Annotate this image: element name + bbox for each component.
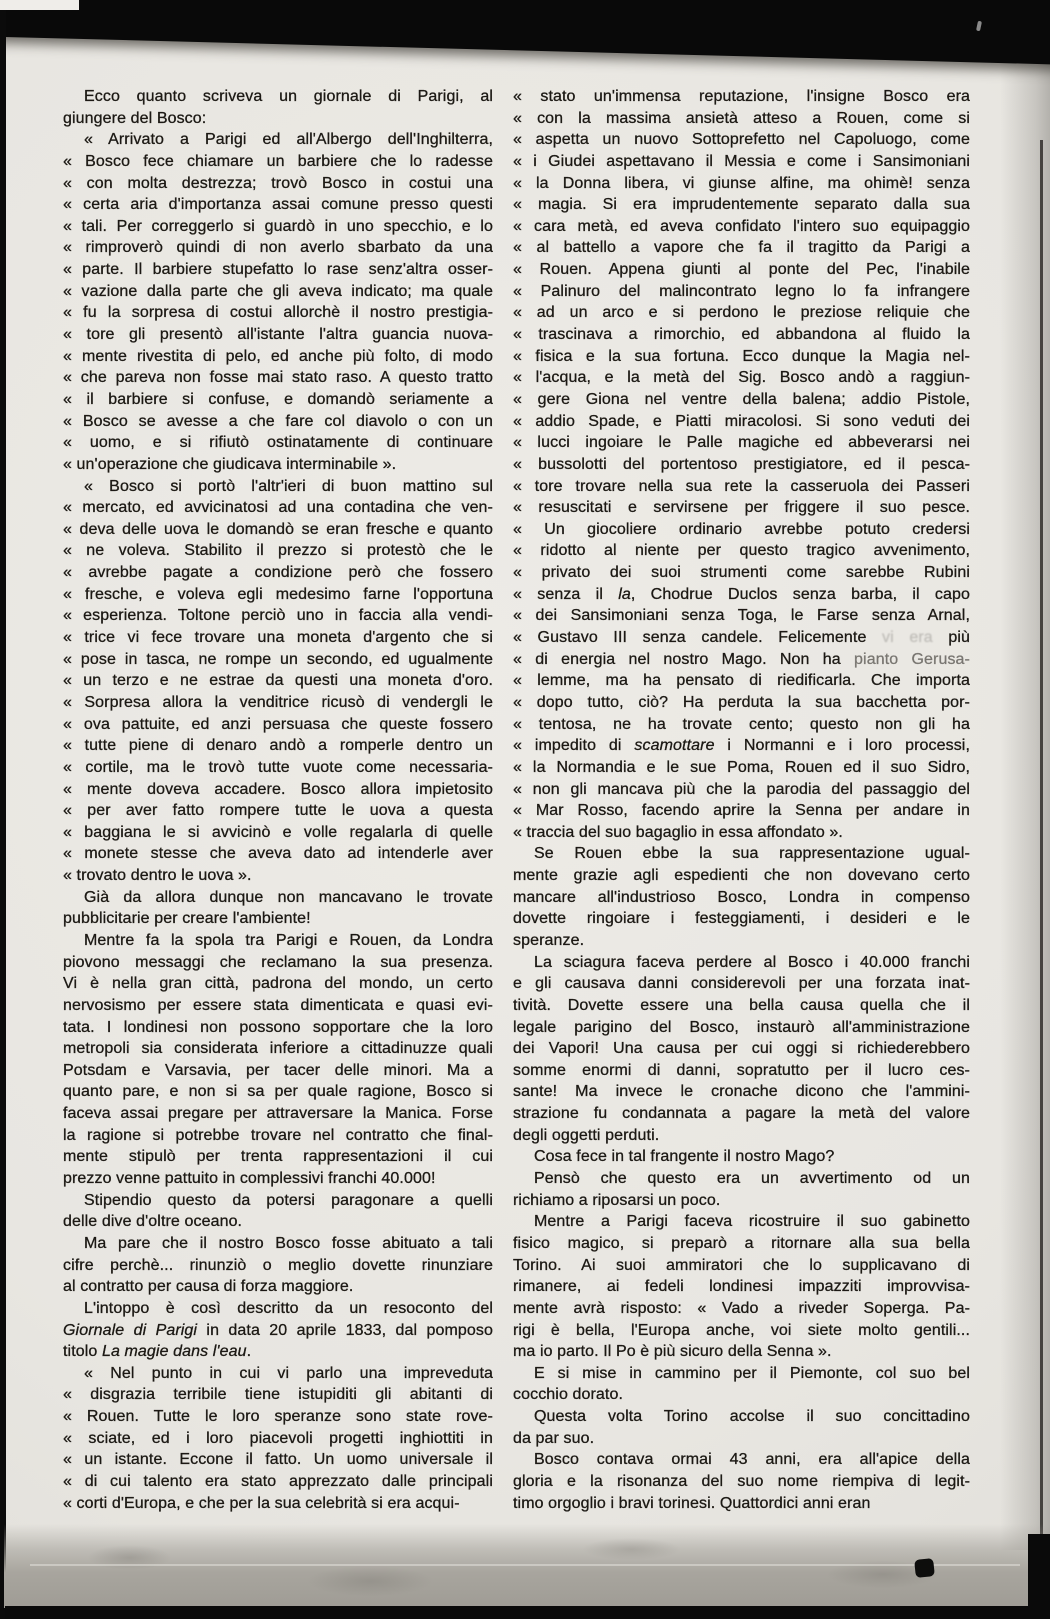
text-line: « avrebbe pagate a condizione però che fossero [63,564,493,582]
text-line: « che pareva non fosse mai stato raso. A questo tratto [63,369,493,387]
text-line: la ragione si potrebbe trovare nel contratto che final- [63,1126,493,1144]
text-line: « tali. Per correggerlo si guardò in uno specchio, e lo [63,217,493,235]
text-line: tività. Dovette essere una bella causa quella che il [513,996,970,1014]
scan-left-page-edge-line [0,10,6,1619]
text-line: « deva delle uova le domandò se eran fresche e quanto [63,520,493,538]
text-line: « dopo tutto, ciò? Ha perduta la sua bacchetta por- [513,693,970,711]
text-line: « Bosco fece chiamare un barbiere che lo radesse [63,152,493,170]
text-line: « Mar Rosso, facendo aprire la Senna per andare in [513,802,970,820]
text-line: « un terzo e ne estrae da questi una moneta d'oro. [63,672,493,690]
text-line: « tentosa, ne ha trovate cento; questo non gli ha [513,715,970,733]
text-line: piovono messaggi che reclamano la sua presenza. [63,953,493,971]
text-line: mente avrà risposto: « Vado a riveder Soperga. Pa- [513,1299,970,1317]
text-line: « vazione dalla parte che gli aveva indicato; ma quale [63,282,493,300]
text-line: « al battello a vapore che fa il tragitto da Parigi a [513,239,970,257]
text-line: Torino. Ai suoi ammiratori che lo supplicavano di [513,1256,970,1274]
text-line: « pose in tasca, ne rompe un secondo, ed ugualmente [63,650,493,668]
text-line: « tutte piene di denaro andò a romperle dentro un [63,737,493,755]
text-line: « Gustavo III senza candele. Felicemente vi era più [513,629,970,647]
text-line: cocchio dorato. [513,1386,624,1404]
text-line: « mercato, ed avvicinatosi ad una contadina che ven- [63,499,493,517]
text-line: « un istante. Eccone il fatto. Un uomo universale il [63,1451,493,1469]
text-line: « ova pattuite, ed anzi persuasa che queste fossero [63,715,493,733]
text-line: « la Donna libera, vi giunse alfine, ma ohimè! senza [513,174,970,192]
text-line: e gli causava danni considerevoli per una forzata inat- [513,975,970,993]
text-line: « un'operazione che giudicava interminabile ». [63,455,397,473]
text-line: « i Giudei aspettavano il Messia e come i Sansimoniani [513,152,970,170]
text-line: Già da allora dunque non mancavano le trovate [84,888,493,906]
text-line: speranze. [513,931,585,949]
text-line: « trascinava a rimorchio, ed abbandona al fluido la [513,326,970,344]
text-line: « l'acqua, e la metà del Sig. Bosco andò a raggiun- [513,369,970,387]
text-line: sante! Ma invece le cronache dicono che l'ammini- [513,1083,970,1101]
text-line: « stato un'immensa reputazione, l'insigne Bosco era [513,88,970,105]
text-line: dovette ringoiare i festeggiamenti, i desideri e le [513,910,970,928]
text-line: ma io parto. Il Po è più sicuro della Senna ». [513,1343,832,1361]
text-line: mancare all'industrioso Bosco, Londra in compenso [513,888,970,906]
text-line: « parte. Il barbiere stupefatto lo rase senz'altra osser- [63,261,493,279]
text-line: « monete stesse che aveva dato ad intenderle aver [63,845,493,863]
text-line: « traccia del suo bagaglio in essa affondato ». [513,823,843,841]
text-line: dei Vapori! Una causa per cui oggi si richiederebbero [513,1040,970,1058]
text-line: nervosismo per essere stata dimenticata e quasi evi- [63,996,493,1014]
text-line: « esperienza. Toltone perciò uno in faccia alla vendi- [63,607,493,625]
text-line: E si mise in cammino per il Piemonte, col suo bel [534,1364,970,1382]
text-line: « rimproverò quindi di non averlo sbarbato da una [63,239,493,257]
text-line: mente stipulò per trenta rappresentazioni il cui [63,1148,493,1166]
text-line: « Un giocoliere ordinario avrebbe potuto credersi [513,520,970,538]
text-line: timo orgoglio i bravi torinesi. Quattordici anni eran [513,1494,871,1512]
text-line: « trice vi fece trovare una moneta d'argento che si [63,629,493,647]
text-line: « addio Spade, e Piatti miracolosi. Si sono veduti dei [513,412,970,430]
scan-right-page-edge-line [1040,140,1043,1540]
text-line: « baggiana le si avvicinò e volle regalarla di quelle [63,823,493,841]
text-line: L'intoppo è così descritto da un resoconto del [84,1299,493,1317]
text-line: « senza il la, Chodrue Duclos senza barba, il capo [513,585,970,603]
text-line: « Palinuro del malincontrato legno lo fa infrangere [513,282,970,300]
text-line: « mente doveva accadere. Bosco allora impietosito [63,780,493,798]
text-line: « disgrazia terribile tiene istupiditi gli abitanti di [63,1386,493,1404]
text-line: Se Rouen ebbe la sua rappresentazione ugual- [534,845,970,863]
text-line: mente grazie agli espedienti che non dovevano certo [513,867,970,885]
text-line: « Bosco se avesse a che fare col diavolo o con un [63,412,493,430]
text-line: « non gli mancava più che la parodia del passaggio del [513,780,970,798]
text-line: « con molta destrezza; trovò Bosco in costui una [63,174,493,192]
text-line: « trovato dentro le uova ». [63,867,252,885]
text-line: metropoli sia considerata inferiore a cittadinuzze quali [63,1040,493,1058]
text-line: « corti d'Europa, e che per la sua celebrità si era acqui- [63,1494,460,1512]
text-line: strazione fu condannata a pagare la metà del valore [513,1105,970,1123]
text-line: « ne voleva. Stabilito il prezzo si protestò che le [63,542,493,560]
text-column-right [513,86,970,1514]
text-line: rimanere, ai fedeli londinesi impazziti improvvisa- [513,1278,970,1296]
text-line: rigi è bella, l'Europa anche, voi siete molto gentili... [513,1321,970,1339]
text-line: « uomo, e si rifiutò ostinatamente di continuare [63,434,493,452]
page-number-blob [914,1558,935,1578]
text-line: « certa aria d'importanza assai comune presso questi [63,196,493,214]
text-line: « fu la sorpresa di costui allorchè il nostro prestigia- [63,304,493,322]
text-line: « lucci ingoiare le Palle magiche ed abbeverarsi nei [513,434,970,452]
text-line: Vi è nella gran città, padrona del mondo, un certo [63,975,493,993]
text-line: Bosco contava ormai 43 anni, era all'apice della [534,1451,970,1469]
text-line: « di energia nel nostro Mago. Non ha pianto Gerusa- [513,650,970,668]
text-line: « la Normandia e le sue Poma, Rouen ed il suo Sidro, [513,758,970,776]
text-line: Mentre a Parigi faceva ricostruire il suo gabinetto [534,1213,970,1231]
text-line: pubblicitarie per creare l'ambiente! [63,910,311,928]
text-line: richiamo a riposarsi un poco. [513,1191,721,1209]
text-line: « Nel punto in cui vi parlo una impreveduta [84,1364,493,1382]
text-line: « cara metà, ed aveva confidato l'intero suo equipaggio [513,217,970,235]
text-line: Cosa fece in tal frangente il nostro Mago? [534,1148,835,1166]
text-line: degli oggetti perduti. [513,1126,660,1144]
text-line: Ma pare che il nostro Bosco fosse abituato a tali [84,1234,493,1252]
text-line: faceva assai pregare per attraversare la Manica. Forse [63,1105,493,1123]
text-line: tata. I londinesi non possono sopportare che la loro [63,1018,493,1036]
text-line: « lemme, ma ha pensato di riedificarla. Che importa [513,672,970,690]
text-line: « resuscitati e servirsene per friggere il suo pesce. [513,499,970,517]
text-line: somme enormi di danni, sopratutto per il lucro ces- [513,1061,970,1079]
text-line: Ecco quanto scriveva un giornale di Parigi, al [84,88,493,105]
text-line: « Arrivato a Parigi ed all'Albergo dell'Inghilterra, [84,131,493,149]
text-line: « Bosco si portò l'altr'ieri di buon mattino sul [84,477,493,495]
text-line: Pensò che questo era un avvertimento od un [534,1170,970,1188]
scan-artifact-top-left-sliver [0,0,79,10]
text-line: fisico magico, si preparò a ritornare alla sua bella [513,1234,970,1252]
text-line: al contratto per causa di forza maggiore. [63,1278,354,1296]
text-line: Giornale di Parigi in data 20 aprile 1833, dal pomposo [63,1321,493,1339]
text-line: « ad un arco e si perdono le preziose reliquie che [513,304,970,322]
text-line: « con la massima ansietà atteso a Rouen, come si [513,109,970,127]
text-line: Stipendio questo da potersi paragonare a quelli [84,1191,493,1209]
text-line: « cortile, ma le trovò tutte vuote come necessaria- [63,758,493,776]
text-line: « gere Giona nel ventre della balena; addio Pistole, [513,390,970,408]
text-line: cifre perchè... rinunziò o meglio dovette rinunziare [63,1256,493,1274]
text-line: « Rouen. Tutte le loro speranze sono state rove- [63,1408,493,1426]
text-line: « il barbiere si confuse, e domandò seriamente a [63,390,493,408]
text-line: La sciagura faceva perdere al Bosco i 40.000 franchi [534,953,970,971]
text-line: « privato dei suoi strumenti come sarebbe Rubini [513,564,970,582]
text-line: legale parigino del Bosco, instaurò all'amministrazione [513,1018,970,1036]
text-line: prezzo venne pattuito in complessivi franchi 40.000! [63,1170,436,1188]
text-line: « aspetta un nuovo Sottoprefetto nel Capoluogo, come [513,131,970,149]
scan-bottom-shadow-band [4,1524,1050,1608]
text-column-left [63,86,493,1514]
scan-bottom-light-streak [30,1564,1020,1566]
text-line: « Rouen. Appena giunti al ponte del Pec, l'inabile [513,261,970,279]
text-line: delle dive d'oltre oceano. [63,1213,243,1231]
text-line: giungere del Bosco: [63,109,207,127]
text-line: « fresche, e voleva egli medesimo farne l'opportuna [63,585,493,603]
text-line: « di cui talento era stato apprezzato dalle principali [63,1473,493,1490]
text-line: Questa volta Torino accolse il suo concittadino [534,1408,970,1426]
scan-bottom-black-bar [5,1606,1050,1619]
text-line: « tore gli presentò all'istante l'altra guancia nuova- [63,326,493,344]
text-line: « bussolotti del portentoso prestigiatore, ed il pesca- [513,455,970,473]
text-line: « Sorpresa allora la venditrice ricusò di vendergli le [63,693,493,711]
scan-artifact-top-black-band [0,0,1050,66]
text-line: « magia. Si era imprudentemente separato dalla sua [513,196,970,214]
text-line: gloria e la risonanza del suo nome riempiva di legit- [513,1473,970,1490]
text-line: da par suo. [513,1429,595,1447]
text-line: « ridotto al niente per questo tragico avvenimento, [513,542,970,560]
text-line: « dei Sansimoniani senza Toga, le Farse senza Arnal, [513,607,970,625]
text-line: titolo La magie dans l'eau. [63,1343,252,1361]
text-line: quanto pare, e non si sa per quale ragione, Bosco si [63,1083,493,1101]
text-line: « fisica e la sua fortuna. Ecco dunque la Magia nel- [513,347,970,365]
text-line: « per aver fatto rompere tutte le uova a questa [63,802,493,820]
text-line: « mente rivestita di pelo, ed anche più folto, di modo [63,347,493,365]
text-line: Mentre fa la spola tra Parigi e Rouen, da Londra [84,931,493,949]
text-line: « tore trovare nella sua rete la casseruola dei Passeri [513,477,970,495]
text-line: Potsdam e Varsavia, per tacer delle minori. Ma a [63,1061,493,1079]
text-line: « impedito di scamottare i Normanni e i loro processi, [513,737,970,755]
text-line: « sciate, ed i loro piacevoli progetti inghiottiti in [63,1429,493,1447]
